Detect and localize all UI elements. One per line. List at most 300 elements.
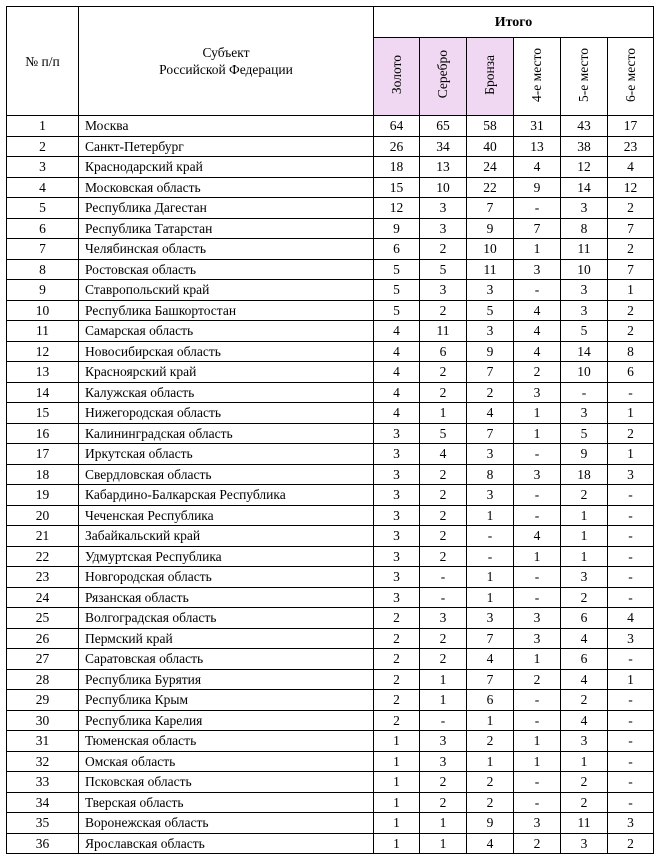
gold-cell: 1	[374, 833, 420, 854]
table-row	[7, 833, 654, 854]
table-row	[7, 546, 654, 567]
place6-cell: 6	[608, 362, 654, 383]
place6-cell: 2	[608, 239, 654, 260]
place4-cell: 7	[514, 218, 561, 239]
table-row	[7, 259, 654, 280]
place5-cell: 6	[561, 649, 608, 670]
bronze-cell: 22	[467, 177, 514, 198]
gold-cell: 4	[374, 362, 420, 383]
header-place4-label: 4-е место	[529, 47, 544, 102]
bronze-cell: 7	[467, 669, 514, 690]
silver-cell: 2	[420, 485, 467, 506]
row-number-cell: 13	[7, 362, 79, 383]
place5-cell: 14	[561, 177, 608, 198]
silver-cell: 4	[420, 444, 467, 465]
subject-name-cell: Тюменская область	[79, 731, 374, 752]
gold-cell: 3	[374, 423, 420, 444]
place5-cell: 3	[561, 280, 608, 301]
subject-name-cell: Кабардино-Балкарская Республика	[79, 485, 374, 506]
table-row	[7, 710, 654, 731]
bronze-cell: 9	[467, 341, 514, 362]
place6-cell: 3	[608, 464, 654, 485]
bronze-cell: 58	[467, 116, 514, 137]
silver-cell: 2	[420, 792, 467, 813]
row-number-cell: 2	[7, 136, 79, 157]
bronze-cell: 1	[467, 567, 514, 588]
subject-name-cell: Рязанская область	[79, 587, 374, 608]
place4-cell: -	[514, 505, 561, 526]
silver-cell: 2	[420, 649, 467, 670]
place4-cell: 2	[514, 669, 561, 690]
place5-cell: 3	[561, 198, 608, 219]
subject-name-cell: Воронежская область	[79, 813, 374, 834]
subject-name-cell: Республика Башкортостан	[79, 300, 374, 321]
header-number-label: № п/п	[25, 53, 60, 69]
place6-cell: 2	[608, 300, 654, 321]
table-row	[7, 423, 654, 444]
place6-cell: 3	[608, 813, 654, 834]
place5-cell: 2	[561, 772, 608, 793]
gold-cell: 3	[374, 526, 420, 547]
place5-cell: 1	[561, 526, 608, 547]
subject-name-cell: Челябинская область	[79, 239, 374, 260]
place4-cell: 4	[514, 526, 561, 547]
place6-cell: -	[608, 690, 654, 711]
table-row	[7, 341, 654, 362]
header-subject	[79, 7, 374, 116]
place6-cell: 4	[608, 608, 654, 629]
silver-cell: 2	[420, 382, 467, 403]
subject-name-cell: Самарская область	[79, 321, 374, 342]
place6-cell: 1	[608, 669, 654, 690]
gold-cell: 3	[374, 546, 420, 567]
bronze-cell: 3	[467, 444, 514, 465]
table-row	[7, 218, 654, 239]
place6-cell: 1	[608, 280, 654, 301]
place4-cell: 1	[514, 423, 561, 444]
row-number-cell: 31	[7, 731, 79, 752]
place5-cell: 2	[561, 485, 608, 506]
subject-name-cell: Иркутская область	[79, 444, 374, 465]
place6-cell: -	[608, 526, 654, 547]
place4-cell: -	[514, 792, 561, 813]
bronze-cell: 11	[467, 259, 514, 280]
place6-cell: 2	[608, 833, 654, 854]
gold-cell: 2	[374, 690, 420, 711]
row-number-cell: 24	[7, 587, 79, 608]
place6-cell: 2	[608, 198, 654, 219]
silver-cell: 2	[420, 772, 467, 793]
place5-cell: 3	[561, 731, 608, 752]
header-bronze	[467, 38, 514, 116]
place4-cell: 3	[514, 259, 561, 280]
subject-name-cell: Калужская область	[79, 382, 374, 403]
bronze-cell: 7	[467, 628, 514, 649]
table-row	[7, 464, 654, 485]
gold-cell: 5	[374, 300, 420, 321]
place5-cell: 2	[561, 792, 608, 813]
gold-cell: 2	[374, 669, 420, 690]
subject-name-cell: Забайкальский край	[79, 526, 374, 547]
silver-cell: 3	[420, 218, 467, 239]
place5-cell: 11	[561, 239, 608, 260]
place4-cell: 4	[514, 341, 561, 362]
place6-cell: 7	[608, 218, 654, 239]
bronze-cell: 9	[467, 218, 514, 239]
silver-cell: 5	[420, 423, 467, 444]
place5-cell: 9	[561, 444, 608, 465]
table-row	[7, 608, 654, 629]
place5-cell: 1	[561, 505, 608, 526]
bronze-cell: 1	[467, 505, 514, 526]
gold-cell: 18	[374, 157, 420, 178]
bronze-cell: 24	[467, 157, 514, 178]
subject-name-cell: Москва	[79, 116, 374, 137]
row-number-cell: 4	[7, 177, 79, 198]
subject-name-cell: Пермский край	[79, 628, 374, 649]
place4-cell: 9	[514, 177, 561, 198]
place6-cell: -	[608, 649, 654, 670]
subject-name-cell: Саратовская область	[79, 649, 374, 670]
row-number-cell: 32	[7, 751, 79, 772]
place6-cell: -	[608, 772, 654, 793]
table-row	[7, 567, 654, 588]
header-gold-label: Золото	[388, 54, 404, 95]
row-number-cell: 35	[7, 813, 79, 834]
bronze-cell: 3	[467, 608, 514, 629]
place5-cell: 2	[561, 587, 608, 608]
row-number-cell: 25	[7, 608, 79, 629]
silver-cell: 6	[420, 341, 467, 362]
subject-name-cell: Красноярский край	[79, 362, 374, 383]
header-place4	[514, 38, 561, 116]
gold-cell: 3	[374, 587, 420, 608]
place4-cell: 31	[514, 116, 561, 137]
place5-cell: 1	[561, 751, 608, 772]
silver-cell: -	[420, 587, 467, 608]
table-row	[7, 690, 654, 711]
bronze-cell: 7	[467, 362, 514, 383]
table-row	[7, 731, 654, 752]
place5-cell: 3	[561, 300, 608, 321]
place6-cell: -	[608, 505, 654, 526]
place6-cell: -	[608, 567, 654, 588]
subject-name-cell: Новосибирская область	[79, 341, 374, 362]
place4-cell: -	[514, 485, 561, 506]
gold-cell: 2	[374, 710, 420, 731]
row-number-cell: 30	[7, 710, 79, 731]
place4-cell: -	[514, 587, 561, 608]
subject-name-cell: Волгоградская область	[79, 608, 374, 629]
gold-cell: 6	[374, 239, 420, 260]
row-number-cell: 12	[7, 341, 79, 362]
subject-name-cell: Ставропольский край	[79, 280, 374, 301]
table-row	[7, 485, 654, 506]
silver-cell: 3	[420, 608, 467, 629]
table-row	[7, 792, 654, 813]
place6-cell: -	[608, 485, 654, 506]
silver-cell: 2	[420, 362, 467, 383]
place6-cell: 1	[608, 444, 654, 465]
gold-cell: 2	[374, 608, 420, 629]
place5-cell: 14	[561, 341, 608, 362]
table-body	[7, 116, 654, 854]
place5-cell: -	[561, 382, 608, 403]
place5-cell: 43	[561, 116, 608, 137]
table-row	[7, 813, 654, 834]
header-place6-label: 6-е место	[622, 47, 638, 102]
bronze-cell: 1	[467, 587, 514, 608]
place4-cell: 1	[514, 649, 561, 670]
gold-cell: 4	[374, 382, 420, 403]
place4-cell: 3	[514, 608, 561, 629]
place5-cell: 4	[561, 669, 608, 690]
place5-cell: 6	[561, 608, 608, 629]
place4-cell: 1	[514, 546, 561, 567]
row-number-cell: 20	[7, 505, 79, 526]
place4-cell: -	[514, 280, 561, 301]
silver-cell: 2	[420, 526, 467, 547]
place6-cell: -	[608, 751, 654, 772]
subject-name-cell: Республика Бурятия	[79, 669, 374, 690]
bronze-cell: 5	[467, 300, 514, 321]
place6-cell: -	[608, 587, 654, 608]
silver-cell: 2	[420, 546, 467, 567]
subject-name-cell: Нижегородская область	[79, 403, 374, 424]
place6-cell: -	[608, 546, 654, 567]
place6-cell: 23	[608, 136, 654, 157]
table-row	[7, 751, 654, 772]
place4-cell: 1	[514, 731, 561, 752]
place5-cell: 1	[561, 546, 608, 567]
row-number-cell: 15	[7, 403, 79, 424]
place6-cell: -	[608, 382, 654, 403]
subject-name-cell: Санкт-Петербург	[79, 136, 374, 157]
table-row	[7, 300, 654, 321]
bronze-cell: 1	[467, 710, 514, 731]
place4-cell: -	[514, 198, 561, 219]
table-row	[7, 587, 654, 608]
subject-name-cell: Республика Крым	[79, 690, 374, 711]
gold-cell: 3	[374, 505, 420, 526]
row-number-cell: 26	[7, 628, 79, 649]
row-number-cell: 1	[7, 116, 79, 137]
place4-cell: 4	[514, 157, 561, 178]
place4-cell: 4	[514, 300, 561, 321]
bronze-cell: 3	[467, 280, 514, 301]
table-row	[7, 116, 654, 137]
place4-cell: -	[514, 772, 561, 793]
subject-name-cell: Ростовская область	[79, 259, 374, 280]
place6-cell: 2	[608, 423, 654, 444]
row-number-cell: 3	[7, 157, 79, 178]
gold-cell: 1	[374, 731, 420, 752]
place4-cell: 1	[514, 239, 561, 260]
place4-cell: 1	[514, 751, 561, 772]
gold-cell: 3	[374, 464, 420, 485]
gold-cell: 1	[374, 813, 420, 834]
table-row	[7, 239, 654, 260]
bronze-cell: 2	[467, 382, 514, 403]
bronze-cell: 3	[467, 485, 514, 506]
row-number-cell: 29	[7, 690, 79, 711]
silver-cell: 11	[420, 321, 467, 342]
gold-cell: 4	[374, 403, 420, 424]
gold-cell: 9	[374, 218, 420, 239]
silver-cell: 34	[420, 136, 467, 157]
row-number-cell: 5	[7, 198, 79, 219]
table-row	[7, 628, 654, 649]
place5-cell: 2	[561, 690, 608, 711]
silver-cell: 2	[420, 505, 467, 526]
subject-name-cell: Свердловская область	[79, 464, 374, 485]
table-row	[7, 321, 654, 342]
row-number-cell: 10	[7, 300, 79, 321]
silver-cell: 1	[420, 669, 467, 690]
gold-cell: 5	[374, 259, 420, 280]
table-row	[7, 136, 654, 157]
gold-cell: 12	[374, 198, 420, 219]
header-place5	[561, 38, 608, 116]
silver-cell: 1	[420, 813, 467, 834]
place4-cell: 4	[514, 321, 561, 342]
table-row	[7, 403, 654, 424]
header-bronze-label: Бронза	[482, 54, 497, 95]
row-number-cell: 28	[7, 669, 79, 690]
row-number-cell: 11	[7, 321, 79, 342]
table-row	[7, 444, 654, 465]
table-row	[7, 772, 654, 793]
subject-name-cell: Калининградская область	[79, 423, 374, 444]
silver-cell: 2	[420, 464, 467, 485]
header-subject-line1: Субъект	[202, 45, 250, 60]
gold-cell: 4	[374, 321, 420, 342]
place4-cell: -	[514, 710, 561, 731]
bronze-cell: 2	[467, 792, 514, 813]
silver-cell: 65	[420, 116, 467, 137]
place5-cell: 5	[561, 321, 608, 342]
place6-cell: 12	[608, 177, 654, 198]
subject-name-cell: Московская область	[79, 177, 374, 198]
bronze-cell: 3	[467, 321, 514, 342]
gold-cell: 2	[374, 649, 420, 670]
silver-cell: 3	[420, 280, 467, 301]
row-number-cell: 21	[7, 526, 79, 547]
place5-cell: 5	[561, 423, 608, 444]
gold-cell: 2	[374, 628, 420, 649]
header-number	[7, 7, 79, 116]
silver-cell: 3	[420, 751, 467, 772]
gold-cell: 5	[374, 280, 420, 301]
place4-cell: 2	[514, 362, 561, 383]
silver-cell: 2	[420, 628, 467, 649]
subject-name-cell: Республика Карелия	[79, 710, 374, 731]
place5-cell: 38	[561, 136, 608, 157]
place6-cell: 2	[608, 321, 654, 342]
header-silver	[420, 38, 467, 116]
gold-cell: 1	[374, 792, 420, 813]
subject-name-cell: Тверская область	[79, 792, 374, 813]
subject-name-cell: Омская область	[79, 751, 374, 772]
bronze-cell: -	[467, 546, 514, 567]
place5-cell: 10	[561, 362, 608, 383]
place6-cell: -	[608, 731, 654, 752]
table-row	[7, 669, 654, 690]
row-number-cell: 6	[7, 218, 79, 239]
place6-cell: 7	[608, 259, 654, 280]
medal-table	[6, 6, 654, 854]
bronze-cell: 2	[467, 772, 514, 793]
table-row	[7, 526, 654, 547]
table-row	[7, 362, 654, 383]
gold-cell: 26	[374, 136, 420, 157]
bronze-cell: 7	[467, 423, 514, 444]
row-number-cell: 14	[7, 382, 79, 403]
place5-cell: 8	[561, 218, 608, 239]
row-number-cell: 22	[7, 546, 79, 567]
silver-cell: 1	[420, 833, 467, 854]
bronze-cell: 7	[467, 198, 514, 219]
place4-cell: 1	[514, 403, 561, 424]
bronze-cell: 6	[467, 690, 514, 711]
place6-cell: -	[608, 710, 654, 731]
table-row	[7, 157, 654, 178]
place6-cell: 3	[608, 628, 654, 649]
silver-cell: 2	[420, 239, 467, 260]
header-subject-line2: Российской Федерации	[159, 62, 293, 77]
header-total: Итого	[374, 7, 654, 38]
place4-cell: -	[514, 690, 561, 711]
gold-cell: 3	[374, 567, 420, 588]
place5-cell: 3	[561, 833, 608, 854]
silver-cell: 1	[420, 690, 467, 711]
silver-cell: 5	[420, 259, 467, 280]
place4-cell: 3	[514, 382, 561, 403]
row-number-cell: 18	[7, 464, 79, 485]
row-number-cell: 9	[7, 280, 79, 301]
subject-name-cell: Чеченская Республика	[79, 505, 374, 526]
silver-cell: 2	[420, 300, 467, 321]
place6-cell: 1	[608, 403, 654, 424]
gold-cell: 3	[374, 485, 420, 506]
table-row	[7, 505, 654, 526]
place4-cell: 13	[514, 136, 561, 157]
row-number-cell: 27	[7, 649, 79, 670]
row-number-cell: 33	[7, 772, 79, 793]
table-row	[7, 198, 654, 219]
place5-cell: 3	[561, 567, 608, 588]
row-number-cell: 7	[7, 239, 79, 260]
place6-cell: 8	[608, 341, 654, 362]
row-number-cell: 17	[7, 444, 79, 465]
bronze-cell: 4	[467, 403, 514, 424]
bronze-cell: 8	[467, 464, 514, 485]
place4-cell: 3	[514, 813, 561, 834]
place6-cell: 17	[608, 116, 654, 137]
silver-cell: 3	[420, 731, 467, 752]
gold-cell: 1	[374, 772, 420, 793]
subject-name-cell: Псковская область	[79, 772, 374, 793]
bronze-cell: 4	[467, 649, 514, 670]
row-number-cell: 8	[7, 259, 79, 280]
bronze-cell: 10	[467, 239, 514, 260]
place4-cell: -	[514, 444, 561, 465]
place5-cell: 11	[561, 813, 608, 834]
silver-cell: 10	[420, 177, 467, 198]
bronze-cell: 40	[467, 136, 514, 157]
subject-name-cell: Республика Дагестан	[79, 198, 374, 219]
table-row	[7, 177, 654, 198]
